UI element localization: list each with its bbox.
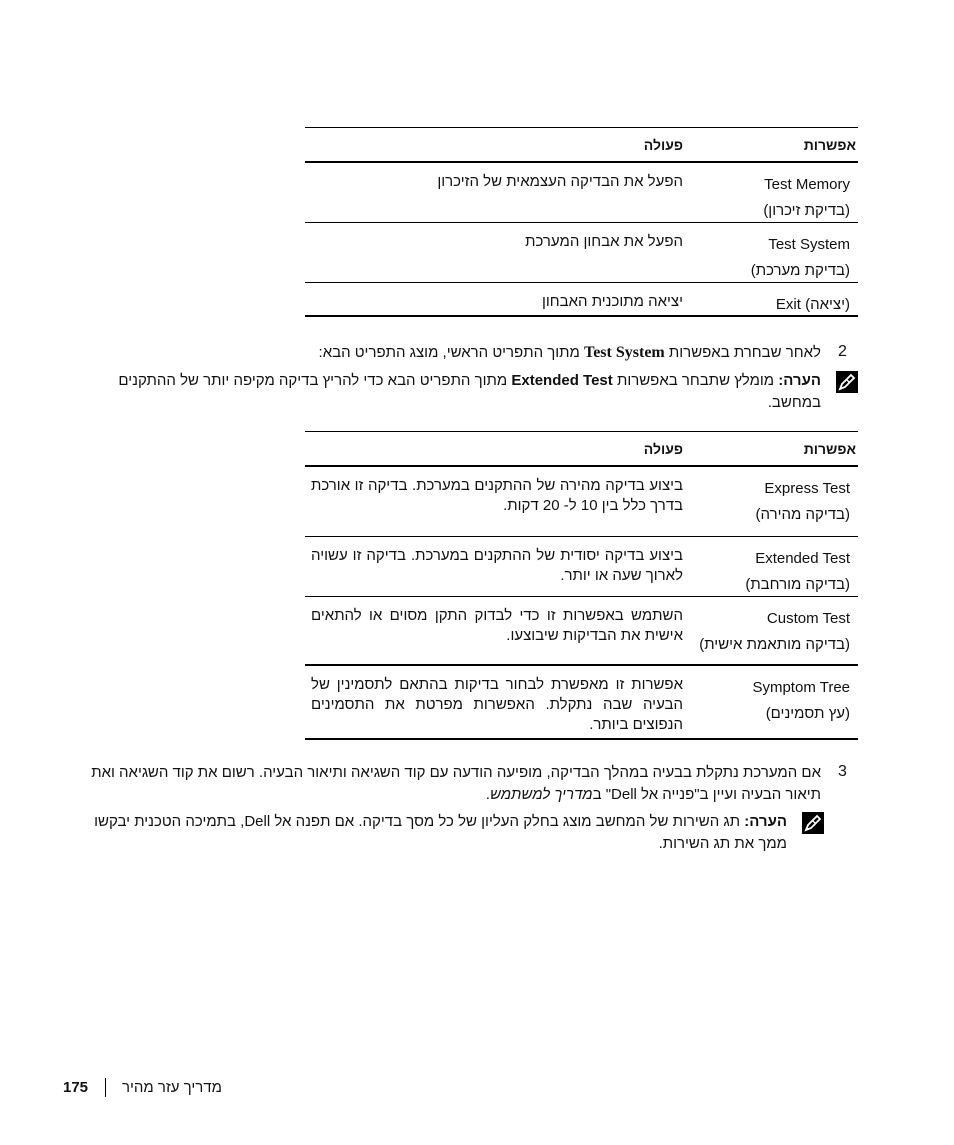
option-hebrew: (בדיקה מותאמת אישית)	[699, 636, 850, 653]
option-name: Custom Test	[766, 610, 850, 627]
note-pencil-icon	[836, 371, 858, 393]
table-row	[305, 283, 858, 317]
table-row	[305, 537, 858, 597]
table-row	[305, 163, 858, 223]
table-header	[305, 128, 858, 163]
note-pencil-icon	[802, 812, 824, 834]
option-hebrew: (בדיקת מערכת)	[750, 262, 850, 279]
header-option: אפשרות	[803, 137, 856, 153]
option-name: Extended Test	[755, 550, 850, 567]
table-row	[305, 223, 858, 283]
note-1: הערה: מומלץ שתבחר באפשרות Extended Test מתוך התפריט הבא כדי להריץ בדיקה מקיפה יותר של ההתקנים במחשב.	[118, 372, 821, 411]
options-table-main	[305, 127, 858, 317]
option-name: Symptom Tree	[752, 679, 850, 696]
footer-title: מדריך עזר מהיר	[122, 1079, 222, 1096]
note-2: הערה: תג השירות של המחשב מוצג בחלק העליון של כל מסך בדיקה. אם תפנה אל Dell, בתמיכה הטכנית יבקשו ממך את תג השירות.	[94, 813, 787, 852]
option-name: Test Memory	[764, 176, 850, 193]
option-name: Express Test	[764, 480, 850, 497]
option-name: Test System	[768, 236, 850, 253]
page-number: 175	[63, 1079, 89, 1096]
table-row	[305, 467, 858, 537]
option-function: ביצוע בדיקה יסודית של ההתקנים במערכת. בדיקה זו עשויה לארוך שעה או יותר.	[311, 547, 683, 584]
options-table-tests	[305, 431, 858, 740]
step-3-text: אם המערכת נתקלת בבעיה במהלך הבדיקה, מופיעה הודעה עם קוד השגיאה ותיאור הבעיה. רשום את קוד השגיאה ואת תיאור הבעיה ועיין ב"פנייה אל Dell" במדריך למשתמש.	[91, 764, 821, 803]
option-function: יציאה מתוכנית האבחון	[541, 293, 683, 310]
step-number: 2	[838, 343, 847, 360]
option-function: הפעל את אבחון המערכת	[525, 233, 683, 250]
option-hebrew: (בדיקה מורחבת)	[745, 576, 850, 593]
table-row	[305, 597, 858, 666]
table-row	[305, 666, 858, 740]
option-hebrew: (עץ תסמינים)	[765, 705, 850, 722]
footer-divider	[105, 1078, 106, 1097]
step-2-text: לאחר שבחרת באפשרות Test System מתוך התפריט הראשי, מוצג התפריט הבא:	[318, 344, 821, 361]
option-function: הפעל את הבדיקה העצמאית של הזיכרון	[437, 173, 683, 190]
option-function: אפשרות זו מאפשרת לבחור בדיקות בהתאם לתסמינין של הבעיה שבה נתקלת. האפשרות מפרטת את התסמינים הנפוצים ביותר.	[311, 676, 683, 733]
option-hebrew: (בדיקה מהירה)	[755, 506, 850, 523]
step-number: 3	[838, 763, 847, 780]
option-function: השתמש באפשרות זו כדי לבדוק התקן מסוים או להתאים אישית את הבדיקות שיבוצעו.	[311, 607, 683, 644]
table-header	[305, 432, 858, 467]
header-function: פעולה	[643, 441, 683, 457]
option-name: Exit (יציאה)	[775, 296, 850, 313]
option-function: ביצוע בדיקה מהירה של ההתקנים במערכת. בדיקה זו אורכת בדרך כלל בין 10 ל- 20 דקות.	[311, 477, 683, 514]
header-option: אפשרות	[803, 441, 856, 457]
option-hebrew: (בדיקת זיכרון)	[763, 202, 850, 219]
header-function: פעולה	[643, 137, 683, 153]
